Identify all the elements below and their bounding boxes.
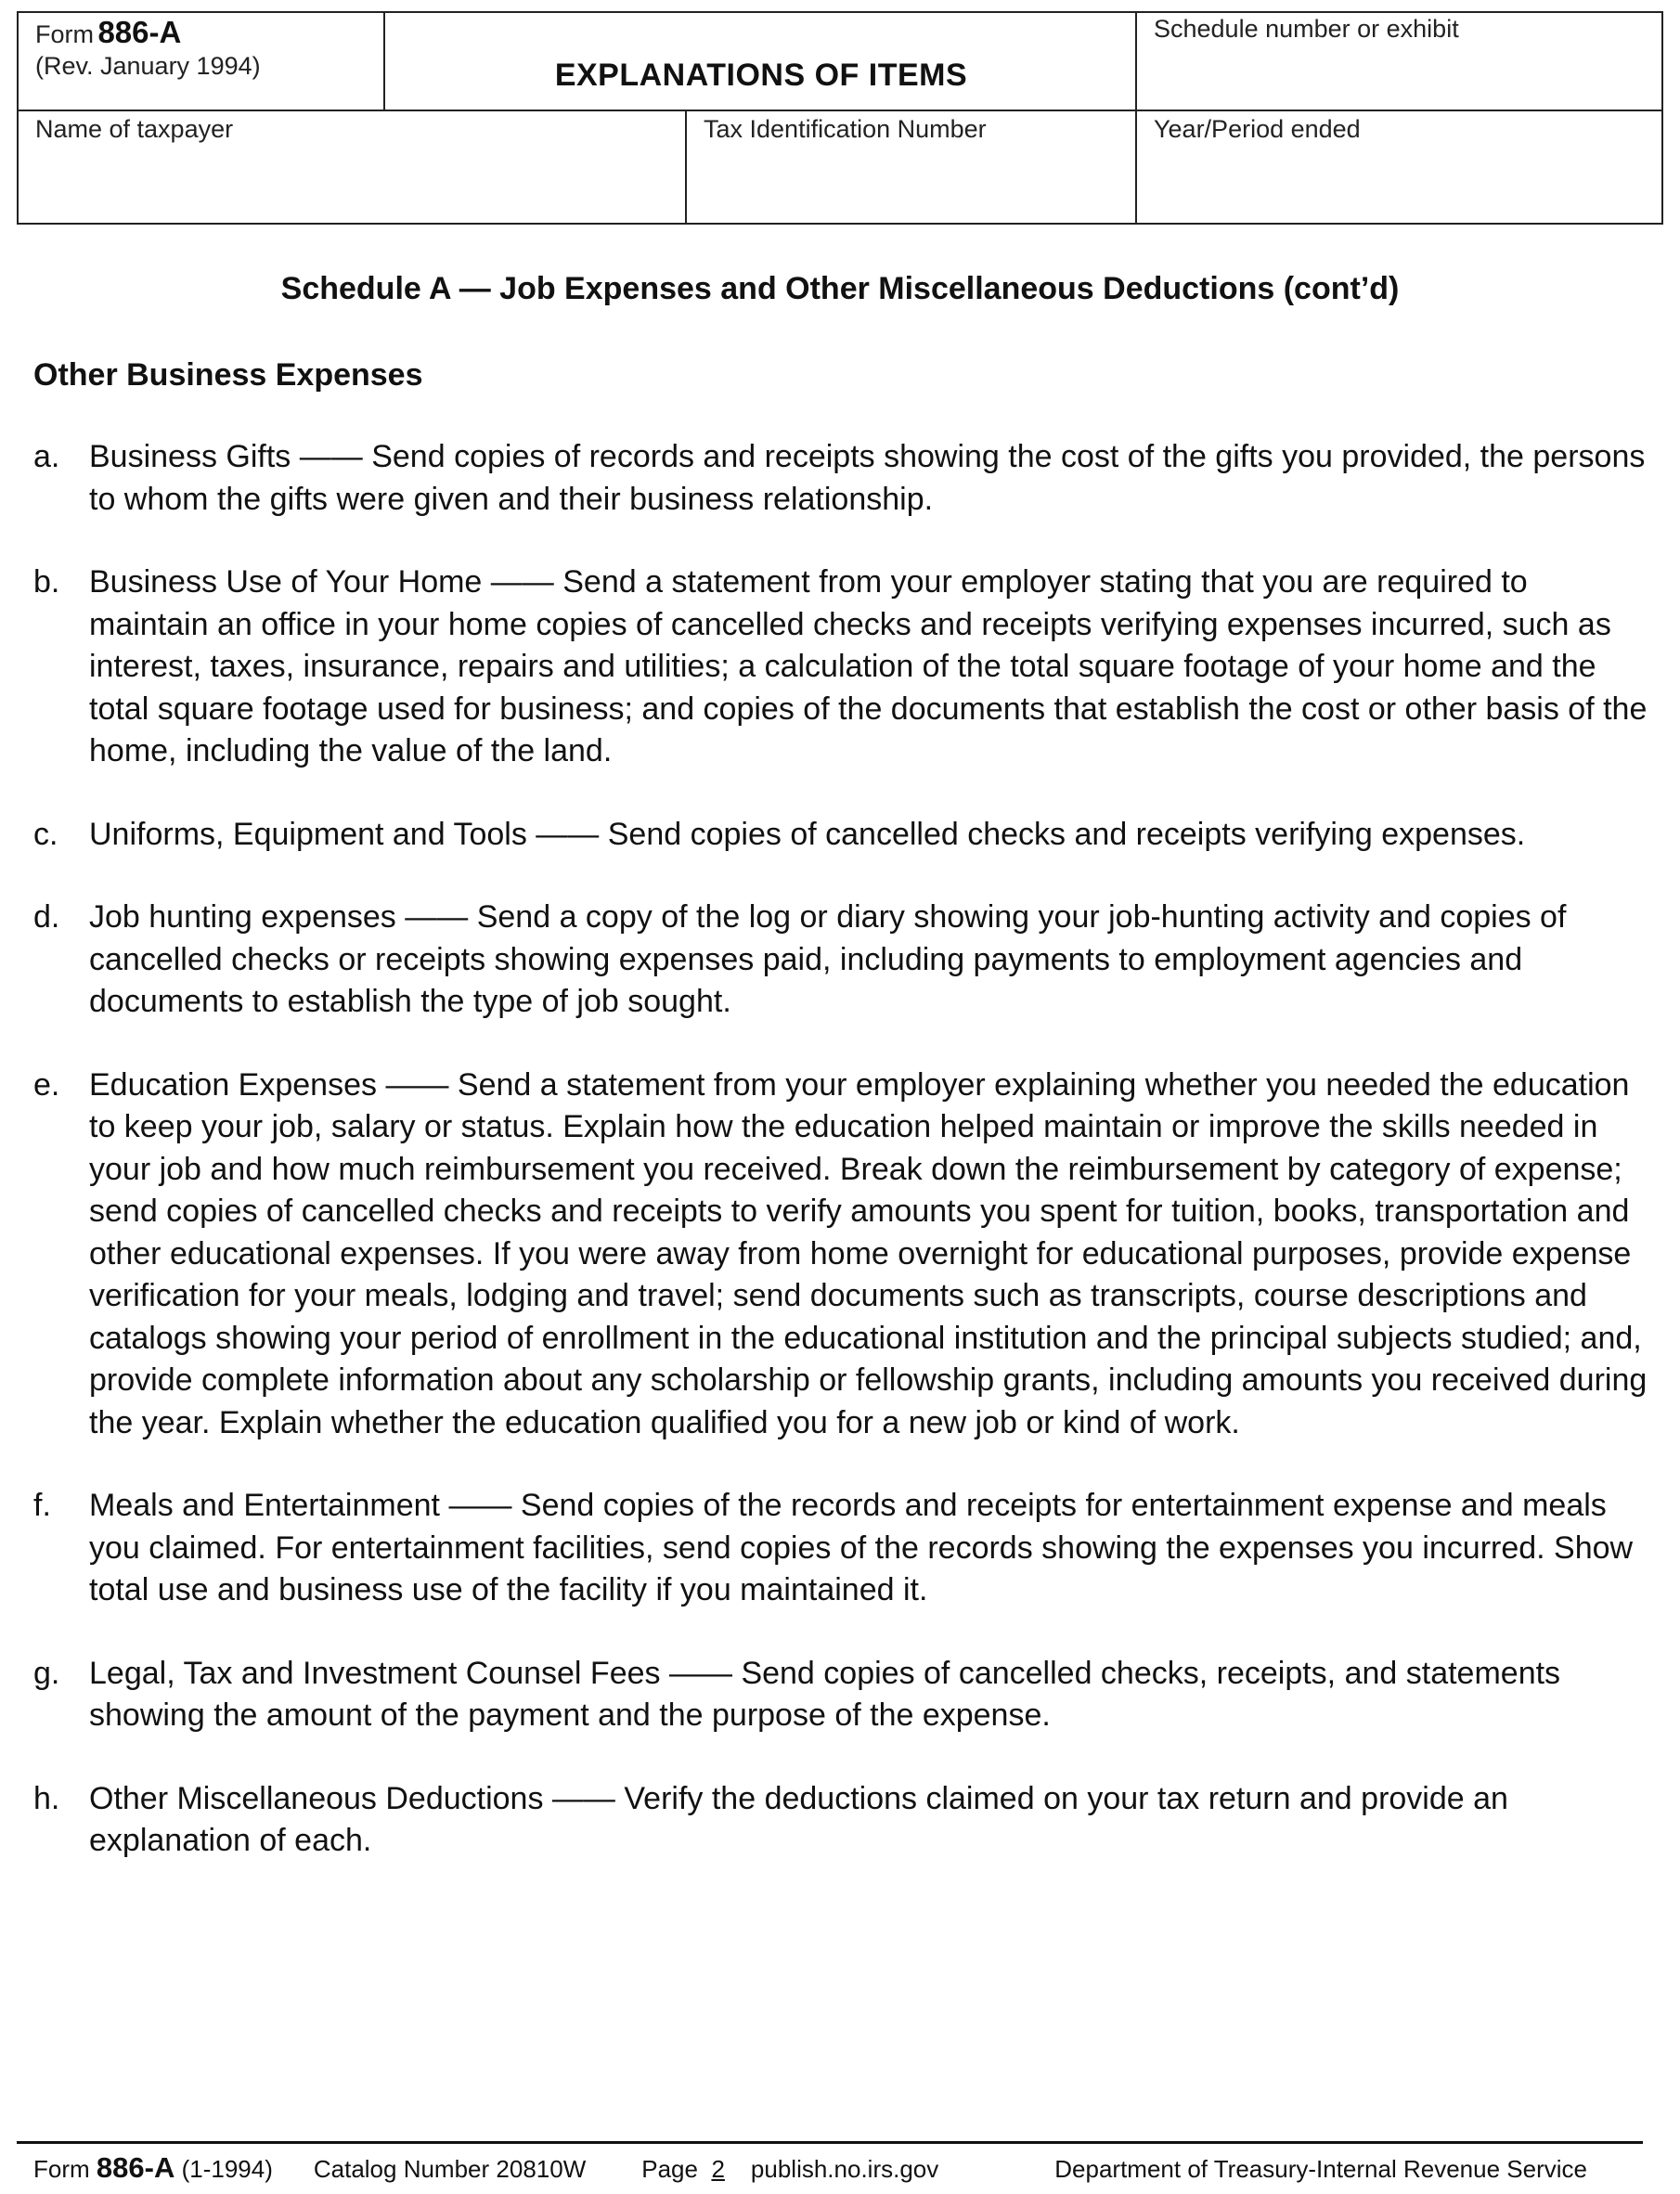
- item-dash: ——: [490, 564, 554, 600]
- footer-site: publish.no.irs.gov: [750, 2155, 939, 2183]
- item-letter: g.: [33, 1655, 60, 1691]
- list-item: [33, 897, 1648, 1024]
- footer-form-prefix: Form: [33, 2155, 90, 2183]
- item-heading: Meals and Entertainment: [89, 1488, 440, 1523]
- item-text: Send copies of cancelled checks, receipts, and statements showing the amount of the payment and the purpose of the expense.: [89, 1655, 1561, 1733]
- item-text: Send a copy of the log or diary showing your job-hunting activity and copies of cancelled checks or receipts showing expenses paid, including payments to employment agencies and documents to establish the type of job sought.: [89, 899, 1567, 1019]
- footer-page-number: 2: [711, 2155, 725, 2183]
- form-title-cell: [385, 13, 1137, 110]
- year-period-label: Year/Period ended: [1154, 115, 1361, 143]
- form-prefix: Form: [35, 20, 94, 48]
- tin-label: Tax Identification Number: [704, 115, 987, 143]
- item-letter: h.: [33, 1780, 60, 1816]
- taxpayer-name-field[interactable]: [19, 111, 687, 223]
- list-item: [33, 1653, 1648, 1737]
- item-dash: ——: [536, 816, 600, 852]
- item-letter: c.: [33, 816, 58, 852]
- footer-catalog: Catalog Number 20810W: [313, 2155, 587, 2183]
- form-header-table: [17, 11, 1663, 225]
- footer-form-rev: (1-1994): [181, 2155, 273, 2183]
- item-dash: ——: [299, 439, 363, 474]
- list-item: [33, 1485, 1648, 1612]
- item-heading: Business Use of Your Home: [89, 564, 483, 600]
- list-item: [33, 436, 1648, 521]
- item-text: Send copies of the records and receipts for entertainment expense and meals you claimed. For entertainment facilities, send copies of the records showing the expenses you incurred. Show total use and business use of the facility if you maintained it.: [89, 1488, 1634, 1607]
- list-item: [33, 561, 1648, 773]
- form-number: 886-A: [97, 15, 182, 49]
- item-text: Send copies of records and receipts showing the cost of the gifts you provided, the persons to whom the gifts were given and their business relationship.: [89, 439, 1646, 517]
- footer-form-number: 886-A: [96, 2151, 175, 2184]
- footer-agency: Department of Treasury-Internal Revenue Service: [1054, 2155, 1587, 2183]
- item-text: Send a statement from your employer explaining whether you needed the education to keep your job, salary or status. Explain how the education helped maintain or improve the skills needed in your job and how much reimbursement you received. Break down the reimbursement by category of expense; send copies of cancelled checks and receipts to verify amounts you spent for tuition, books, transportation and other educational expenses. If you were away from home overnight for educational purposes, provide expense verification for your meals, lodging and travel; send documents such as transcripts, course descriptions and catalogs showing your period of enrollment in the educational institution and the principal subjects studied; and, provide complete information about any scholarship or fellowship grants, including amounts you received during the year. Explain whether the education qualified you for a new job or kind of work.: [89, 1066, 1648, 1440]
- item-heading: Business Gifts: [89, 439, 291, 474]
- page-footer: [33, 2151, 1648, 2185]
- footer-page-label: Page: [641, 2155, 698, 2183]
- item-list: [33, 436, 1648, 1904]
- schedule-number-field[interactable]: [1137, 13, 1661, 110]
- section-title: Other Business Expenses: [33, 357, 423, 393]
- item-text: Verify the deductions claimed on your tax return and provide an explanation of each.: [89, 1780, 1508, 1858]
- item-dash: ——: [668, 1655, 732, 1691]
- item-text: Send copies of cancelled checks and receipts verifying expenses.: [607, 816, 1526, 852]
- list-item: [33, 1778, 1648, 1863]
- form-title: EXPLANATIONS OF ITEMS: [554, 58, 968, 93]
- item-dash: ——: [551, 1780, 615, 1816]
- form-revision: (Rev. January 1994): [35, 52, 261, 80]
- item-dash: ——: [385, 1066, 449, 1103]
- item-heading: Uniforms, Equipment and Tools: [89, 816, 527, 852]
- form-id-cell: [19, 13, 385, 110]
- list-item: [33, 1065, 1648, 1445]
- item-text: Send a statement from your employer stating that you are required to maintain an office in your home copies of cancelled checks and receipts verifying expenses incurred, such as interest, taxes, insurance, repairs and utilities; a calculation of the total square footage of your home and the total square footage used for business; and copies of the documents that establish the cost or other basis of the home, including the value of the land.: [89, 564, 1648, 768]
- item-letter: b.: [33, 564, 60, 600]
- item-dash: ——: [448, 1488, 512, 1523]
- item-dash: ——: [405, 899, 469, 935]
- item-letter: f.: [33, 1488, 51, 1523]
- item-heading: Legal, Tax and Investment Counsel Fees: [89, 1655, 661, 1691]
- taxpayer-name-label: Name of taxpayer: [35, 115, 234, 143]
- schedule-number-label: Schedule number or exhibit: [1154, 15, 1459, 43]
- item-letter: e.: [33, 1066, 60, 1103]
- item-heading: Job hunting expenses: [89, 899, 396, 935]
- footer-divider: [17, 2141, 1643, 2144]
- schedule-title: Schedule A — Job Expenses and Other Miscellaneous Deductions (cont’d): [280, 271, 1400, 306]
- item-heading: Education Expenses: [89, 1066, 377, 1103]
- item-letter: a.: [33, 439, 60, 474]
- list-item: [33, 814, 1648, 857]
- tin-field[interactable]: [687, 111, 1135, 223]
- year-period-field[interactable]: [1137, 111, 1661, 223]
- item-heading: Other Miscellaneous Deductions: [89, 1780, 544, 1816]
- item-letter: d.: [33, 899, 60, 935]
